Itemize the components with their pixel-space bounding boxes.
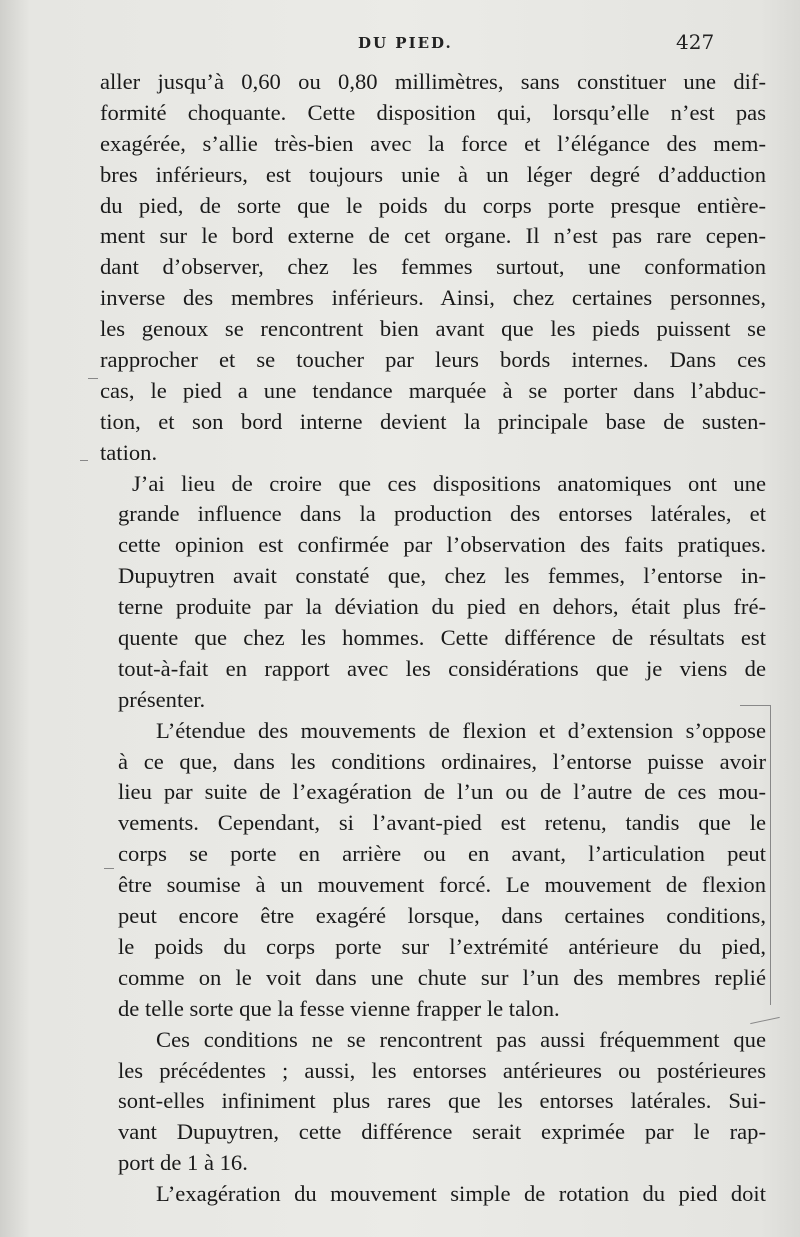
paragraph-start-line: Ces conditions ne se rencontrent pas aussi fréquemment que	[156, 1026, 766, 1052]
text-line: grande influence dans la production des entorses latérales, et	[118, 501, 766, 527]
text-line: tation.	[100, 439, 158, 465]
paragraph-start-line: J’ai lieu de croire que ces dispositions anatomiques ont une	[132, 470, 766, 496]
body-text	[100, 67, 766, 1210]
margin-bracket-line	[740, 705, 770, 706]
paragraph-start-line: L’étendue des mouvements de flexion et d’extension s’oppose	[156, 717, 766, 743]
margin-bracket-line	[770, 705, 771, 1005]
text-line: exagérée, s’allie très-bien avec la force et l’élégance des mem-	[100, 130, 766, 156]
text-line: formité choquante. Cette disposition qui, lorsqu’elle n’est pas	[100, 99, 766, 125]
text-line: terne produite par la déviation du pied en dehors, était plus fré-	[118, 594, 766, 620]
text-line: vant Dupuytren, cette différence serait exprimée par le rap-	[118, 1119, 766, 1145]
text-line: vements. Cependant, si l’avant-pied est retenu, tandis que le	[118, 810, 766, 836]
text-line: ment sur le bord externe de cet organe. Il n’est pas rare cepen-	[100, 223, 766, 249]
running-title: DU PIED.	[358, 34, 453, 52]
text-line: à ce que, dans les conditions ordinaires, l’entorse puisse avoir	[118, 748, 766, 774]
text-line: quente que chez les hommes. Cette différence de résultats est	[118, 625, 766, 651]
text-line: de telle sorte que la fesse vienne frapper le talon.	[118, 995, 560, 1021]
text-line: inverse des membres inférieurs. Ainsi, chez certaines personnes,	[100, 285, 766, 311]
text-line: du pied, de sorte que le poids du corps porte presque entière-	[100, 192, 766, 218]
page-header	[0, 30, 800, 60]
margin-pencil-tick	[104, 868, 114, 869]
text-line: lieu par suite de l’exagération de l’un ou de l’autre de ces mou-	[118, 779, 766, 805]
text-line: rapprocher et se toucher par leurs bords internes. Dans ces	[100, 347, 766, 373]
text-line: Dupuytren avait constaté que, chez les femmes, l’entorse in-	[118, 563, 766, 589]
text-line: le poids du corps porte sur l’extrémité antérieure du pied,	[118, 933, 766, 959]
text-line: cette opinion est confirmée par l’observation des faits pratiques.	[118, 532, 766, 558]
text-line: aller jusqu’à 0,60 ou 0,80 millimètres, sans constituer une dif-	[100, 69, 766, 94]
text-line: comme on le voit dans une chute sur l’un des membres replié	[118, 964, 766, 990]
text-line: bres inférieurs, est toujours unie à un léger degré d’adduction	[100, 161, 766, 187]
text-line: dant d’observer, chez les femmes surtout, une conformation	[100, 254, 766, 280]
paragraph-start-line: L’exagération du mouvement simple de rotation du pied doit	[156, 1181, 766, 1207]
text-line: peut encore être exagéré lorsque, dans certaines conditions,	[118, 903, 766, 929]
text-line: être soumise à un mouvement forcé. Le mouvement de flexion	[118, 872, 766, 898]
text-line: présenter.	[118, 686, 206, 712]
text-line: les genoux se rencontrent bien avant que les pieds puissent se	[100, 316, 766, 342]
margin-pencil-tick	[80, 460, 88, 461]
text-line: corps se porte en arrière ou en avant, l’articulation peut	[118, 841, 766, 867]
text-line: sont-elles infiniment plus rares que les entorses latérales. Sui-	[118, 1088, 766, 1114]
page-number: 427	[676, 30, 715, 54]
text-line: cas, le pied a une tendance marquée à se porter dans l’abduc-	[100, 377, 766, 403]
text-line: les précédentes ; aussi, les entorses antérieures ou postérieures	[118, 1057, 766, 1083]
text-line: port de 1 à 16.	[118, 1150, 248, 1176]
text-line: tion, et son bord interne devient la principale base de susten-	[100, 408, 766, 434]
margin-pencil-tick	[88, 378, 98, 379]
text-line: tout-à-fait en rapport avec les considérations que je viens de	[118, 655, 766, 681]
